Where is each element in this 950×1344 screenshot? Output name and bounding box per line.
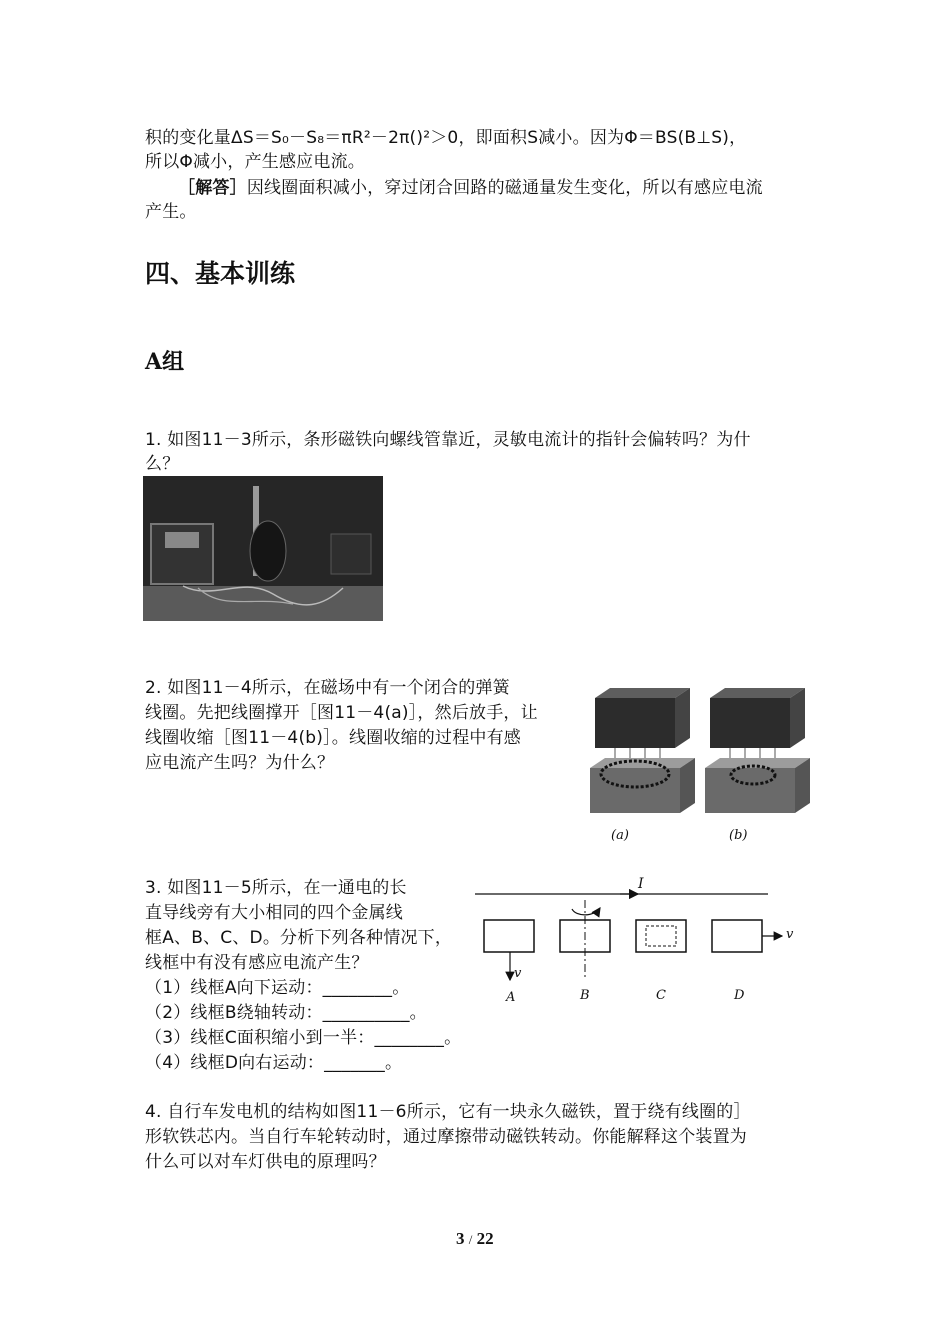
q4-line-3: 什么可以对车灯供电的原理吗？ — [145, 1152, 386, 1172]
frame-c — [636, 920, 686, 952]
page-current: 3 — [456, 1229, 465, 1248]
answer-line-2: 产生。 — [145, 202, 197, 222]
q3-sub-1: （1）线框A向下运动：________。 — [145, 978, 410, 998]
answer-line-1 — [178, 176, 763, 200]
current-label: I — [638, 876, 644, 892]
figure-11-3-photo — [143, 476, 383, 621]
figure-11-4b — [705, 688, 810, 813]
q2-line-3: 线圈收缩［图11－4(b)］。线圈收缩的过程中有感 — [145, 728, 522, 748]
velocity-label-d: v — [786, 927, 794, 942]
q2-line-1: 2. 如图11－4所示，在磁场中有一个闭合的弹簧 — [145, 678, 510, 698]
frame-label-c: C — [656, 988, 666, 1003]
q3-line-2: 直导线旁有大小相同的四个金属线 — [145, 903, 403, 923]
q3-line-3: 框A、B、C、D。分析下列各种情况下， — [145, 928, 453, 948]
q3-line-1: 3. 如图11－5所示，在一通电的长 — [145, 878, 407, 898]
page-number — [456, 1229, 494, 1249]
frame-label-b: B — [580, 988, 590, 1003]
q2-line-2: 线圈。先把线圈撑开［图11－4(a)］，然后放手，让 — [145, 703, 538, 723]
frame-label-d: D — [734, 988, 745, 1003]
q3-sub-2: （2）线框B绕轴转动：__________。 — [145, 1003, 427, 1023]
group-title: A组 — [145, 349, 185, 375]
q3-sub-4: （4）线框D向右运动：_______。 — [145, 1053, 403, 1073]
page-total: 22 — [476, 1229, 494, 1248]
frame-label-a: A — [506, 990, 516, 1005]
q2-line-4: 应电流产生吗？为什么？ — [145, 753, 335, 773]
figure-11-4b-caption: (b) — [729, 828, 748, 843]
q3-line-4: 线框中有没有感应电流产生？ — [145, 953, 369, 973]
page-separator: / — [468, 1232, 473, 1247]
answer-tag: ［解答］ — [178, 178, 247, 198]
section-title: 四、基本训练 — [145, 259, 296, 288]
frame-d — [712, 920, 762, 952]
velocity-label-a: v — [514, 966, 522, 981]
intro-line-1: 积的变化量ΔS＝S₀－S₈＝πR²－2π()²＞0，即面积S减小。因为Φ＝BS(B⊥S)， — [145, 128, 747, 148]
frame-a — [484, 920, 534, 952]
q3-sub-3: （3）线框C面积缩小到一半：________。 — [145, 1028, 462, 1048]
figure-11-4a — [590, 688, 695, 813]
figure-11-4a-caption: (a) — [611, 828, 629, 843]
figure-11-5 — [470, 872, 810, 1012]
answer-text-1: 因线圈面积减小，穿过闭合回路的磁通量发生变化，所以有感应电流 — [246, 178, 763, 198]
figure-11-4 — [585, 678, 815, 843]
intro-line-2: 所以Φ减小，产生感应电流。 — [145, 152, 365, 172]
q4-line-1: 4. 自行车发电机的结构如图11－6所示，它有一块永久磁铁，置于绕有线圈的］ — [145, 1102, 751, 1122]
q4-line-2: 形软铁芯内。当自行车轮转动时，通过摩擦带动磁铁转动。你能解释这个装置为 — [145, 1127, 747, 1147]
q1-line-1: 1. 如图11－3所示，条形磁铁向螺线管靠近，灵敏电流计的指针会偏转吗？为什 — [145, 430, 751, 450]
q1-line-2: 么？ — [145, 454, 180, 474]
